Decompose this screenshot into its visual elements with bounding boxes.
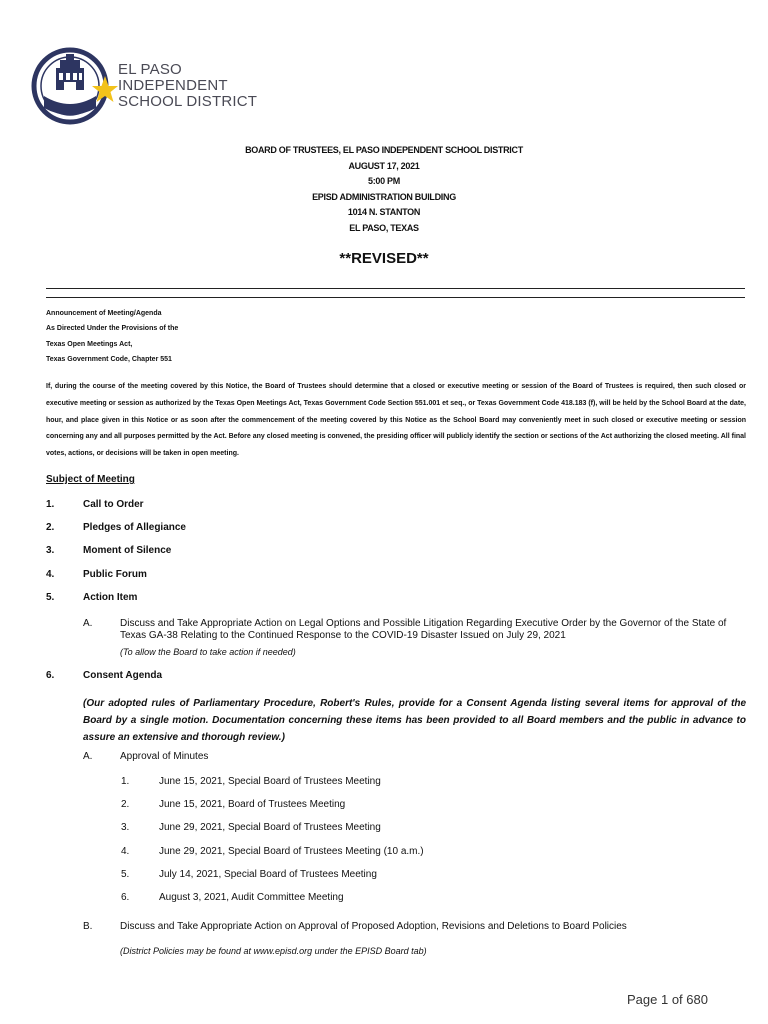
item-number: 4. <box>46 569 55 580</box>
divider-top <box>46 288 745 289</box>
announcement-line: Texas Government Code, Chapter 551 <box>46 356 172 364</box>
item-number: 3. <box>46 545 55 556</box>
logo-line-2: INDEPENDENT <box>118 77 228 94</box>
minutes-text: August 3, 2021, Audit Committee Meeting <box>159 892 344 903</box>
minutes-number: 4. <box>121 846 130 857</box>
minutes-text: June 15, 2021, Special Board of Trustees Meeting <box>159 776 381 787</box>
subject-heading: Subject of Meeting <box>46 474 135 485</box>
closed-meeting-notice: If, during the course of the meeting covered by this Notice, the Board of Trustees should determine that a closed or executive meeting or session of the Board of Trustees is required, then such closed or executive meeting or session as authorized by the Texas Open Meetings Act, Texas Government Code Section 551.001 et seq., or Texas Government Code 418.183 (f), will be held by the School Board at the date, hour, and place given in this Notice or as soon after the commencement of the meeting covered by this Notice as the School Board may conveniently meet in such closed or executive meeting or session concerning any and all purposes permitted by the Act. Before any closed meeting is convened, the presiding officer will publicly identify the section or sections of the Act authorizing the closed meeting. All final votes, actions, or decisions will be taken in open meeting. <box>46 383 746 458</box>
item-number: 5. <box>46 592 55 603</box>
item-label: Public Forum <box>83 569 147 580</box>
sub-item-text: Discuss and Take Appropriate Action on Legal Options and Possible Litigation Regarding Executive Order by the Governor of the State of Texas GA-38 Relating to the Continued Response to the COVID-19 Disaster Issued on July 29, 2021 <box>120 618 727 641</box>
sub-item-text: Discuss and Take Appropriate Action on Approval of Proposed Adoption, Revisions and Deletions to Board Policies <box>120 921 627 932</box>
minutes-text: June 29, 2021, Special Board of Trustees Meeting (10 a.m.) <box>159 846 424 857</box>
minutes-number: 1. <box>121 776 130 787</box>
announcement-line: Texas Open Meetings Act, <box>46 340 133 348</box>
header-time: 5:00 PM <box>368 176 400 187</box>
minutes-number: 5. <box>121 869 130 880</box>
header-building: EPISD ADMINISTRATION BUILDING <box>312 191 456 202</box>
district-logo <box>30 46 258 128</box>
minutes-number: 3. <box>121 822 130 833</box>
district-name <box>118 62 257 110</box>
item-number: 6. <box>46 670 55 681</box>
policies-note: (District Policies may be found at www.episd.org under the EPISD Board tab) <box>120 946 427 956</box>
header-date: AUGUST 17, 2021 <box>348 160 420 171</box>
minutes-text: July 14, 2021, Special Board of Trustees Meeting <box>159 869 377 880</box>
sub-item-letter: A. <box>83 618 93 629</box>
logo-line-1: EL PASO <box>118 61 182 78</box>
page-number: Page 1 of 680 <box>627 992 708 1007</box>
announcement-line: Announcement of Meeting/Agenda <box>46 310 162 317</box>
header-city: EL PASO, TEXAS <box>349 222 419 233</box>
meeting-header <box>0 143 768 237</box>
minutes-text: June 15, 2021, Board of Trustees Meeting <box>159 799 346 810</box>
sub-item-text: Approval of Minutes <box>120 751 209 762</box>
minutes-text: June 29, 2021, Special Board of Trustees Meeting <box>159 822 381 833</box>
item-label: Consent Agenda <box>83 670 163 681</box>
item-number: 2. <box>46 522 55 533</box>
action-item-note: (To allow the Board to take action if needed) <box>120 647 296 657</box>
revised-label: **REVISED** <box>339 250 429 267</box>
item-label: Call to Order <box>83 499 144 510</box>
header-street: 1014 N. STANTON <box>347 207 421 218</box>
item-label: Action Item <box>83 592 138 603</box>
divider-bottom <box>46 297 745 298</box>
header-board: BOARD OF TRUSTEES, EL PASO INDEPENDENT SCHOOL DISTRICT <box>245 145 523 155</box>
logo-line-3: SCHOOL DISTRICT <box>118 93 258 110</box>
minutes-number: 2. <box>121 799 130 810</box>
item-label: Pledges of Allegiance <box>83 522 186 533</box>
announcement-line: As Directed Under the Provisions of the <box>46 325 179 333</box>
district-seal-icon <box>30 46 118 128</box>
announcement-block <box>46 306 178 368</box>
sub-item-letter: B. <box>83 921 93 932</box>
sub-item-letter: A. <box>83 751 93 762</box>
item-label: Moment of Silence <box>83 545 172 556</box>
consent-agenda-note: (Our adopted rules of Parliamentary Procedure, Robert's Rules, provide for a Consent Agenda listing several items for approval of the Board by a single motion. Documentation concerning these items has been provided to all Board members and the public in advance to assure an extensive and thorough review.) <box>83 698 746 743</box>
item-number: 1. <box>46 499 55 510</box>
minutes-number: 6. <box>121 892 130 903</box>
